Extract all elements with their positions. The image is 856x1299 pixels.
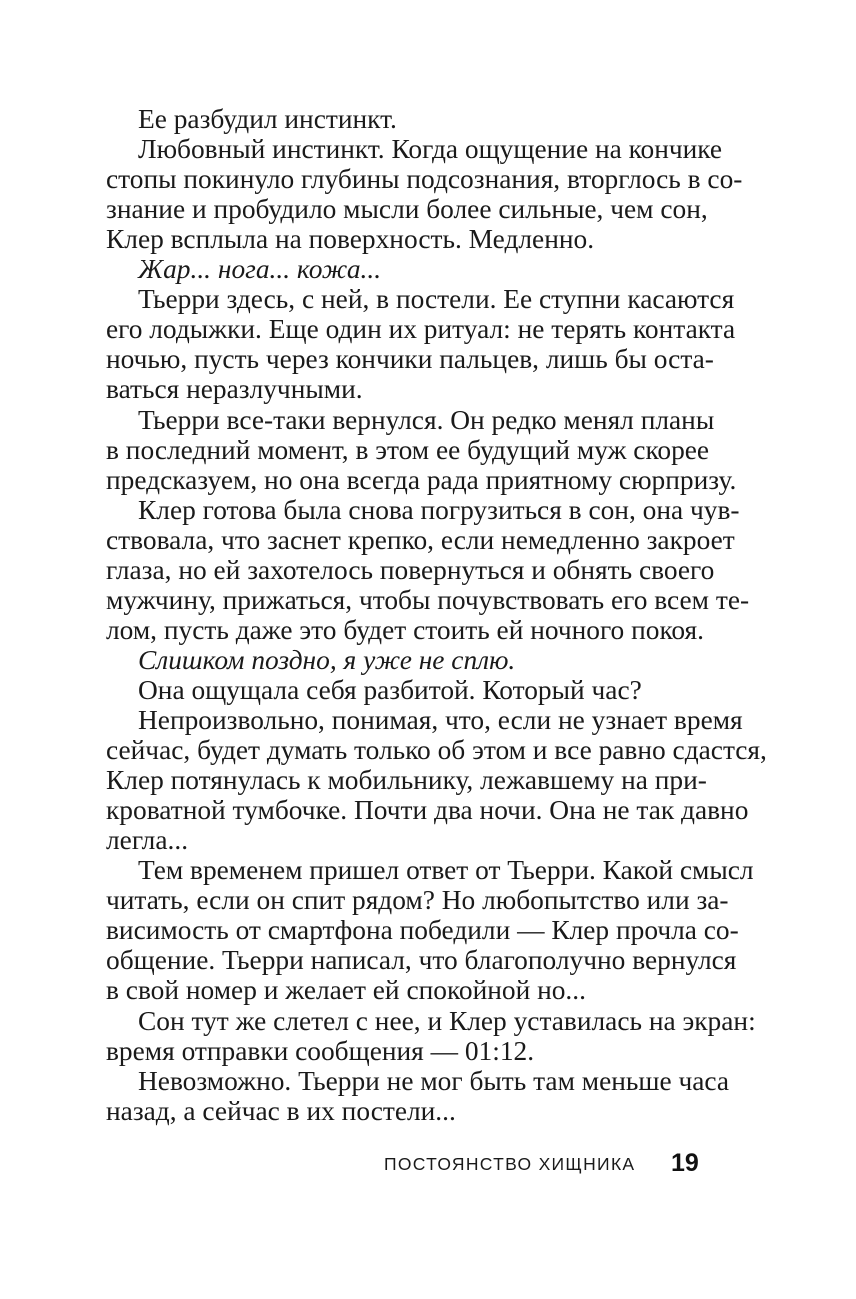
italic-text-line: Слишком поздно, я уже не сплю. (138, 644, 516, 675)
text-line: Тем временем пришел ответ от Тьерри. Какой смысл (138, 855, 754, 886)
text-line: ваться неразлучными. (106, 374, 363, 405)
text-line: время отправки сообщения — 01:12. (106, 1035, 535, 1066)
text-line: назад, а сейчас в их постели... (106, 1095, 456, 1126)
text-line: предсказуем, но она всегда рада приятному сюрпризу. (106, 464, 737, 495)
text-line: легла... (106, 825, 189, 856)
text-line: Сон тут же слетел с нее, и Клер уставилась на экран: (138, 1005, 756, 1036)
text-line: сейчас, будет думать только об этом и все равно сдастся, (106, 735, 767, 766)
text-line: читать, если он спит рядом? Но любопытство или за- (106, 885, 729, 916)
text-line: стопы покинуло глубины подсознания, вторглось в со- (106, 164, 743, 195)
text-line: ночью, пусть через кончики пальцев, лишь бы оста- (106, 344, 714, 375)
text-line: Невозможно. Тьерри не мог быть там меньше часа (138, 1065, 730, 1096)
text-line: его лодыжки. Еще один их ритуал: не терять контакта (106, 314, 736, 345)
text-line: глаза, но ей захотелось повернуться и обнять своего (106, 554, 715, 585)
page-number: 19 (671, 1149, 699, 1177)
text-line: Клер всплыла на поверхность. Медленно. (106, 224, 595, 255)
text-line: ствовала, что заснет крепко, если немедленно закроет (106, 524, 735, 555)
text-line: Тьерри все-таки вернулся. Он редко менял планы (138, 404, 715, 435)
running-title: ПОСТОЯНСТВО ХИЩНИКА (384, 1154, 636, 1174)
text-line: Она ощущала себя разбитой. Который час? (138, 674, 642, 705)
text-line: кроватной тумбочке. Почти два ночи. Она не так давно (106, 795, 749, 826)
text-line: Тьерри здесь, с ней, в постели. Ее ступни касаются (138, 284, 735, 315)
text-line: Клер потянулась к мобильнику, лежавшему на при- (106, 765, 707, 796)
text-line: Клер готова была снова погрузиться в сон, она чув- (138, 494, 740, 525)
text-line: в свой номер и желает ей спокойной но... (106, 975, 586, 1006)
text-line: висимость от смартфона победили — Клер прочла со- (106, 915, 739, 946)
text-line: мужчину, прижаться, чтобы почувствовать его всем те- (106, 584, 750, 615)
text-line: лом, пусть даже это будет стоить ей ночного покоя. (106, 614, 704, 645)
italic-text-line: Жар... нога... кожа... (138, 254, 382, 285)
text-line: в последний момент, в этом ее будущий муж скорее (106, 434, 710, 465)
text-line: общение. Тьерри написал, что благополучно вернулся (106, 945, 737, 976)
text-line: знание и пробудило мысли более сильные, чем сон, (106, 194, 708, 225)
text-line: Любовный инстинкт. Когда ощущение на кончике (138, 134, 723, 165)
text-line: Ее разбудил инстинкт. (138, 104, 397, 134)
text-line: Непроизвольно, понимая, что, если не узнает время (138, 705, 743, 735)
